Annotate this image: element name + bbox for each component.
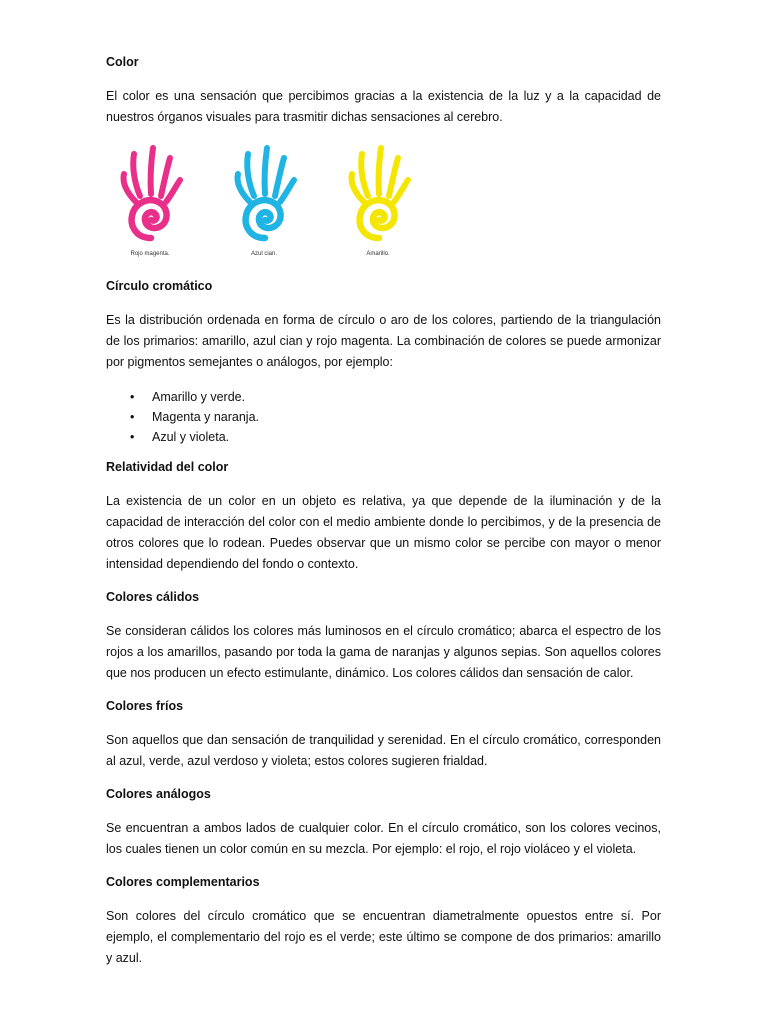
list-item-text: Amarillo y verde. [152, 390, 246, 404]
heading-colores-frios: Colores fríos [106, 699, 184, 713]
paragraph-colores-complementarios: Son colores del círculo cromático que se encuentran diametralmente opuestos entre sí. Por ejemplo, el complementario del rojo es el verde; este último se compone de dos primarios: amarillo y azul. [106, 909, 661, 965]
hand-caption-magenta: Rojo magenta. [130, 251, 170, 257]
primary-colors-hands-figure [106, 142, 426, 266]
list-item-text: Azul y violeta. [152, 430, 230, 444]
hand-yellow [338, 142, 418, 266]
paragraph-colores-analogos: Se encuentran a ambos lados de cualquier color. En el círculo cromático, son los colores vecinos, los cuales tienen un color común en su mezcla. Por ejemplo: el rojo, el rojo violáceo y el violeta. [106, 821, 661, 856]
spiral-hand-icon [118, 144, 184, 242]
paragraph-colores-frios: Son aquellos que dan sensación de tranquilidad y serenidad. En el círculo cromático, corresponden al azul, verde, azul verdoso y violeta; estos colores sugieren frialdad. [106, 733, 661, 768]
list-item [106, 407, 661, 427]
document-page [106, 54, 661, 983]
list-item-text: Magenta y naranja. [152, 410, 260, 424]
list-item [106, 387, 661, 407]
paragraph-colores-calidos: Se consideran cálidos los colores más luminosos en el círculo cromático; abarca el espectro de los rojos a los amarillos, pasando por toda la gama de naranjas y algunos sepias. Son aquellos colores que nos producen un efecto estimulante, dinámico. Los colores cálidos dan sensación de calor. [106, 624, 661, 680]
hand-magenta [110, 142, 190, 266]
spiral-hand-icon [232, 144, 298, 242]
list-item [106, 427, 661, 447]
hand-cyan [224, 142, 304, 266]
bullet-list [106, 387, 661, 447]
hand-caption-yellow: Amarillo. [366, 251, 390, 257]
spiral-hand-icon [346, 144, 412, 242]
paragraph-relatividad: La existencia de un color en un objeto es relativa, ya que depende de la iluminación y de la capacidad de interacción del color con el medio ambiente donde lo percibimos, y de la presencia de otros colores que lo rodean. Puedes observar que un mismo color se percibe con mayor o menor intensidad dependiendo del fondo o contexto. [106, 494, 661, 571]
paragraph-color: El color es una sensación que percibimos gracias a la existencia de la luz y a la capacidad de nuestros órganos visuales para trasmitir dichas sensaciones al cerebro. [106, 89, 661, 124]
hand-caption-cyan: Azul cian. [250, 251, 277, 257]
heading-colores-calidos: Colores cálidos [106, 590, 200, 604]
paragraph-circulo-cromatico: Es la distribución ordenada en forma de círculo o aro de los colores, partiendo de la triangulación de los primarios: amarillo, azul cian y rojo magenta. La combinación de colores se puede armonizar por pigmentos semejantes o análogos, por ejemplo: [106, 313, 661, 369]
heading-colores-complementarios: Colores complementarios [106, 875, 260, 889]
bullet-icon: • [130, 390, 135, 404]
heading-circulo-cromatico: Círculo cromático [106, 279, 213, 293]
heading-relatividad: Relatividad del color [106, 460, 229, 474]
bullet-icon: • [130, 430, 135, 444]
bullet-icon: • [130, 410, 135, 424]
heading-color: Color [106, 55, 139, 69]
heading-colores-analogos: Colores análogos [106, 787, 211, 801]
